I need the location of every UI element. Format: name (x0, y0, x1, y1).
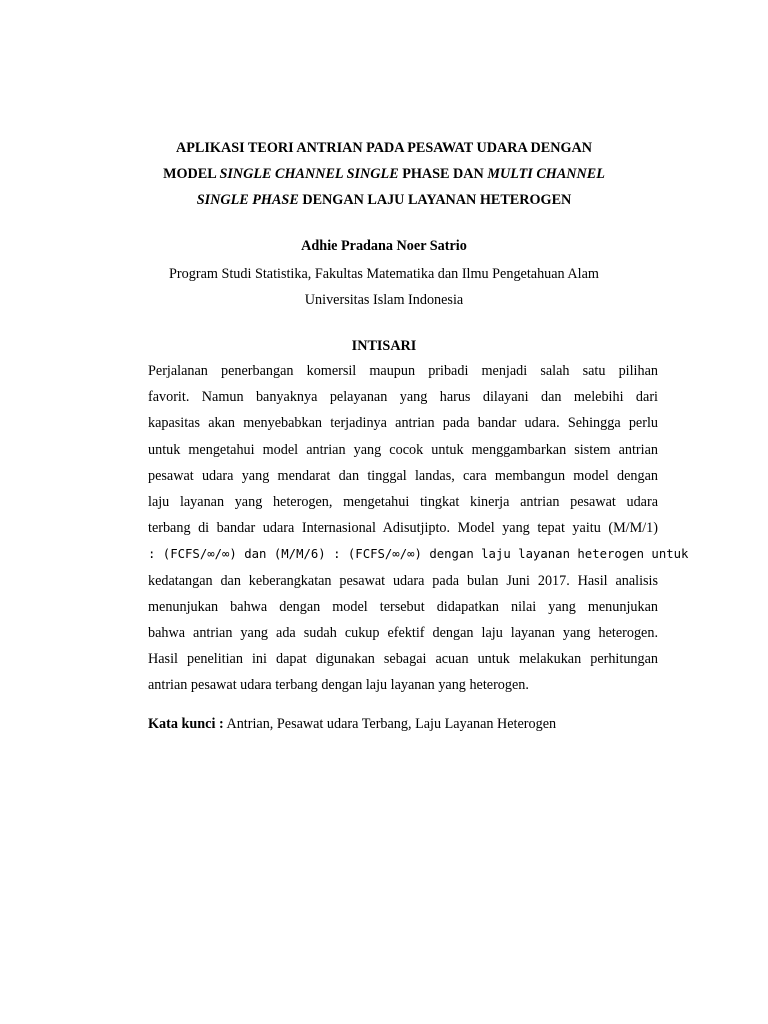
title-line-1: APLIKASI TEORI ANTRIAN PADA PESAWAT UDARA DENGAN (176, 140, 592, 156)
title-line-3 (110, 187, 658, 213)
affiliation (110, 261, 658, 313)
author-name: Adhie Pradana Noer Satrio (301, 238, 467, 254)
keywords-text: Antrian, Pesawat udara Terbang, Laju Layanan Heterogen (223, 716, 557, 732)
abstract-line: kapasitas akan menyebabkan terjadinya antrian pada bandar udara. Sehingga perlu (148, 415, 658, 432)
affiliation-line-1: Program Studi Statistika, Fakultas Matematika dan Ilmu Pengetahuan Alam (169, 266, 599, 282)
title-text: MODEL (163, 166, 220, 182)
abstract-line: terbang di bandar udara Internasional Adisutjipto. Model yang tepat yaitu (M/M/1) (148, 520, 658, 537)
abstract-heading: INTISARI (351, 338, 417, 354)
title-line-2 (110, 161, 658, 187)
abstract-line: bahwa antrian yang ada sudah cukup efektif dengan laju layanan yang heterogen. (148, 624, 658, 641)
abstract-line: antrian pesawat udara terbang dengan laju layanan yang heterogen. (148, 677, 529, 694)
title-italic-text: SINGLE PHASE (196, 192, 299, 208)
abstract-line: Perjalanan penerbangan komersil maupun pribadi menjadi salah satu pilihan (148, 363, 658, 379)
title-text: DENGAN LAJU LAYANAN HETEROGEN (298, 192, 572, 208)
title-text: PHASE DAN (398, 166, 488, 182)
title-italic-text: SINGLE CHANNEL SINGLE (219, 166, 399, 182)
abstract-line: laju layanan yang heterogen, mengetahui tingkat kinerja antrian pesawat udara (148, 493, 658, 510)
keywords (148, 714, 658, 734)
abstract-body (148, 358, 689, 698)
keywords-label: Kata kunci : (148, 716, 224, 732)
abstract-line-formula: : (FCFS/∞/∞) dan (M/M/6) : (FCFS/∞/∞) dengan laju layanan heterogen untuk (148, 547, 689, 562)
abstract-line: pesawat udara yang mendarat dan tinggal landas, cara membangun model dengan (148, 467, 658, 484)
title-italic-text: MULTI CHANNEL (487, 166, 605, 182)
affiliation-line-2: Universitas Islam Indonesia (304, 292, 464, 308)
abstract-line: menunjukan bahwa dengan model tersebut didapatkan nilai yang menunjukan (148, 598, 658, 615)
abstract-line: Hasil penelitian ini dapat digunakan sebagai acuan untuk melakukan perhitungan (148, 651, 658, 668)
abstract-line: kedatangan dan keberangkatan pesawat udara pada bulan Juni 2017. Hasil analisis (148, 572, 658, 589)
abstract-line: favorit. Namun banyaknya pelayanan yang harus dilayani dan melebihi dari (148, 389, 658, 406)
abstract-line: untuk mengetahui model antrian yang cocok untuk menggambarkan sistem antrian (148, 441, 658, 458)
paper-title (110, 135, 658, 213)
